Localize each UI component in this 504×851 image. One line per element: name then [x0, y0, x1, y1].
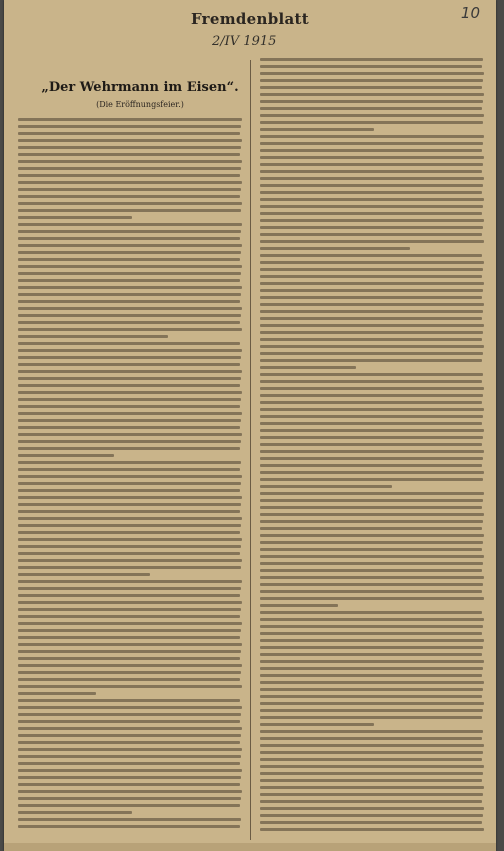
text-line-placeholder [18, 538, 242, 541]
text-line-placeholder [18, 209, 241, 212]
text-line-placeholder [18, 657, 240, 660]
text-line-placeholder [18, 818, 241, 821]
text-line-placeholder [260, 485, 392, 488]
text-line-placeholder [260, 457, 483, 460]
text-line-placeholder [18, 727, 242, 730]
text-line-placeholder [260, 100, 483, 103]
text-line-placeholder [260, 212, 482, 215]
text-line-placeholder [260, 198, 484, 201]
text-line-placeholder [260, 338, 482, 341]
text-line-placeholder [260, 345, 484, 348]
text-line-placeholder [18, 251, 241, 254]
text-line-placeholder [260, 541, 483, 544]
text-line-placeholder [18, 741, 240, 744]
text-line-placeholder [260, 814, 483, 817]
text-line-placeholder [18, 517, 242, 520]
text-line-placeholder [260, 65, 482, 68]
text-line-placeholder [18, 461, 241, 464]
text-line-placeholder [18, 769, 242, 772]
text-line-placeholder [18, 678, 240, 681]
text-line-placeholder [260, 779, 482, 782]
text-line-placeholder [260, 296, 482, 299]
page-number: 10 [460, 4, 480, 22]
text-line-placeholder [18, 244, 242, 247]
text-line-placeholder [260, 653, 482, 656]
text-line-placeholder [18, 447, 240, 450]
text-line-placeholder [18, 566, 241, 569]
text-line-placeholder [260, 786, 484, 789]
text-line-placeholder [260, 800, 482, 803]
text-line-placeholder [260, 422, 482, 425]
text-line-placeholder [260, 618, 484, 621]
text-line-placeholder [260, 93, 484, 96]
text-line-placeholder [18, 412, 242, 415]
text-line-placeholder [18, 489, 240, 492]
text-line-placeholder [260, 625, 483, 628]
text-line-placeholder [260, 121, 483, 124]
text-line-placeholder [18, 629, 241, 632]
text-line-placeholder [18, 636, 240, 639]
text-line-placeholder [18, 699, 240, 702]
text-line-placeholder [18, 762, 240, 765]
text-line-placeholder [260, 590, 482, 593]
text-line-placeholder [18, 664, 242, 667]
text-line-placeholder [260, 240, 484, 243]
text-line-placeholder [260, 219, 484, 222]
text-line-placeholder [18, 440, 241, 443]
text-line-placeholder [18, 293, 241, 296]
text-line-placeholder [18, 433, 242, 436]
text-line-placeholder [18, 370, 242, 373]
text-line-placeholder [260, 163, 483, 166]
text-line-placeholder [260, 534, 484, 537]
text-line-placeholder [260, 499, 483, 502]
text-line-placeholder [18, 825, 240, 828]
text-line-placeholder [18, 531, 240, 534]
text-line-placeholder [18, 643, 242, 646]
text-line-placeholder [260, 58, 483, 61]
text-line-placeholder [260, 226, 483, 229]
text-line-placeholder [260, 205, 483, 208]
text-line-placeholder [260, 555, 484, 558]
text-line-placeholder [260, 275, 482, 278]
text-line-placeholder [18, 587, 241, 590]
text-line-placeholder [18, 300, 240, 303]
text-line-placeholder [260, 191, 482, 194]
text-line-placeholder [260, 408, 484, 411]
text-line-placeholder [260, 387, 484, 390]
text-line-placeholder [18, 475, 242, 478]
text-line-placeholder [260, 114, 484, 117]
text-line-placeholder [18, 174, 240, 177]
text-line-placeholder [18, 685, 242, 688]
text-line-placeholder [18, 321, 240, 324]
text-line-placeholder [18, 202, 242, 205]
text-line-placeholder [18, 216, 132, 219]
text-line-placeholder [260, 597, 484, 600]
text-line-placeholder [18, 454, 114, 457]
text-line-placeholder [18, 783, 240, 786]
text-line-placeholder [260, 737, 482, 740]
text-line-placeholder [260, 86, 482, 89]
text-line-placeholder [260, 415, 483, 418]
handwritten-date: 2/IV 1915 [212, 34, 277, 49]
text-line-placeholder [260, 156, 484, 159]
text-line-placeholder [260, 569, 482, 572]
text-line-placeholder [260, 639, 484, 642]
text-line-placeholder [260, 821, 482, 824]
text-line-placeholder [260, 310, 483, 313]
text-line-placeholder [18, 265, 242, 268]
text-line-placeholder [18, 426, 240, 429]
text-line-placeholder [260, 233, 482, 236]
text-line-placeholder [260, 751, 483, 754]
text-line-placeholder [260, 611, 482, 614]
text-line-placeholder [260, 527, 482, 530]
text-line-placeholder [260, 513, 484, 516]
text-line-placeholder [260, 394, 483, 397]
text-line-placeholder [18, 790, 242, 793]
text-line-placeholder [18, 524, 241, 527]
text-line-placeholder [18, 167, 241, 170]
text-line-placeholder [260, 352, 483, 355]
text-line-placeholder [260, 450, 484, 453]
text-line-placeholder [18, 286, 242, 289]
text-line-placeholder [18, 356, 241, 359]
text-line-placeholder [18, 125, 241, 128]
text-line-placeholder [260, 793, 483, 796]
text-line-placeholder [260, 730, 483, 733]
text-line-placeholder [18, 594, 240, 597]
text-line-placeholder [260, 282, 484, 285]
text-line-placeholder [260, 646, 483, 649]
text-line-placeholder [260, 429, 484, 432]
text-line-placeholder [18, 223, 242, 226]
text-line-placeholder [18, 650, 241, 653]
text-line-placeholder [260, 695, 482, 698]
text-line-placeholder [18, 272, 241, 275]
text-line-placeholder [260, 107, 482, 110]
text-line-placeholder [260, 135, 484, 138]
text-line-placeholder [260, 184, 483, 187]
text-line-placeholder [260, 681, 484, 684]
text-line-placeholder [18, 552, 240, 555]
text-line-placeholder [260, 254, 482, 257]
text-line-placeholder [18, 188, 241, 191]
text-line-placeholder [260, 331, 483, 334]
text-line-placeholder [18, 706, 242, 709]
text-line-placeholder [18, 279, 240, 282]
text-line-placeholder [260, 576, 484, 579]
text-line-placeholder [18, 146, 241, 149]
text-line-placeholder [260, 632, 482, 635]
text-line-placeholder [18, 349, 242, 352]
text-line-placeholder [260, 72, 484, 75]
text-line-placeholder [18, 118, 242, 121]
text-line-placeholder [18, 776, 241, 779]
text-line-placeholder [260, 723, 374, 726]
text-line-placeholder [260, 317, 482, 320]
text-line-placeholder [260, 128, 374, 131]
text-line-placeholder [260, 520, 483, 523]
text-line-placeholder [260, 170, 482, 173]
text-line-placeholder [18, 580, 242, 583]
text-line-placeholder [18, 804, 240, 807]
text-line-placeholder [260, 177, 484, 180]
text-line-placeholder [18, 419, 241, 422]
text-line-placeholder [18, 335, 168, 338]
text-line-placeholder [18, 384, 240, 387]
text-line-placeholder [18, 545, 241, 548]
text-line-placeholder [260, 289, 483, 292]
text-line-placeholder [260, 303, 484, 306]
text-line-placeholder [18, 258, 240, 261]
text-line-placeholder [260, 478, 483, 481]
text-line-placeholder [260, 562, 483, 565]
text-line-placeholder [18, 748, 242, 751]
newspaper-clipping [4, 0, 496, 851]
text-line-placeholder [18, 720, 240, 723]
text-line-placeholder [260, 436, 483, 439]
text-line-placeholder [18, 573, 150, 576]
text-line-placeholder [18, 398, 241, 401]
text-line-placeholder [260, 443, 482, 446]
text-line-placeholder [260, 758, 482, 761]
text-line-placeholder [260, 772, 483, 775]
text-line-placeholder [260, 548, 482, 551]
text-line-placeholder [18, 713, 241, 716]
text-line-placeholder [18, 328, 242, 331]
text-line-placeholder [18, 692, 96, 695]
text-line-placeholder [260, 359, 482, 362]
column-divider [250, 60, 251, 840]
text-line-placeholder [260, 702, 484, 705]
text-line-placeholder [260, 709, 483, 712]
text-line-placeholder [18, 510, 240, 513]
text-line-placeholder [260, 401, 482, 404]
text-line-placeholder [18, 307, 242, 310]
text-line-placeholder [18, 342, 240, 345]
text-line-placeholder [260, 380, 482, 383]
text-line-placeholder [18, 496, 242, 499]
text-line-placeholder [260, 660, 484, 663]
text-line-placeholder [18, 139, 242, 142]
text-line-placeholder [260, 744, 484, 747]
text-line-placeholder [18, 132, 240, 135]
text-line-placeholder [260, 149, 482, 152]
text-line-placeholder [18, 734, 241, 737]
text-line-placeholder [260, 268, 483, 271]
text-line-placeholder [18, 405, 240, 408]
text-line-placeholder [260, 828, 484, 831]
text-line-placeholder [18, 237, 240, 240]
text-line-placeholder [260, 247, 410, 250]
text-line-placeholder [18, 195, 240, 198]
text-line-placeholder [18, 314, 241, 317]
text-line-placeholder [18, 391, 242, 394]
text-line-placeholder [260, 366, 356, 369]
text-line-placeholder [18, 615, 240, 618]
text-line-placeholder [18, 482, 241, 485]
text-line-placeholder [260, 716, 482, 719]
text-line-placeholder [260, 471, 484, 474]
text-line-placeholder [18, 230, 241, 233]
text-line-placeholder [260, 604, 338, 607]
text-line-placeholder [260, 506, 482, 509]
text-line-placeholder [18, 363, 240, 366]
text-line-placeholder [260, 688, 483, 691]
text-line-placeholder [260, 667, 483, 670]
article-heading: „Der Wehrmann im Eisen“. [41, 80, 239, 95]
text-line-placeholder [18, 181, 242, 184]
text-line-placeholder [260, 807, 484, 810]
text-line-placeholder [260, 583, 483, 586]
text-line-placeholder [18, 377, 241, 380]
text-line-placeholder [18, 671, 241, 674]
text-line-placeholder [260, 373, 483, 376]
text-line-placeholder [260, 464, 482, 467]
text-line-placeholder [18, 503, 241, 506]
text-line-placeholder [260, 79, 483, 82]
text-line-placeholder [18, 601, 242, 604]
paper-edge [4, 843, 496, 851]
text-line-placeholder [18, 160, 242, 163]
article-subheading: (Die Eröffnungsfeier.) [96, 100, 184, 109]
text-line-placeholder [18, 811, 132, 814]
text-line-placeholder [260, 261, 484, 264]
text-line-placeholder [18, 797, 241, 800]
masthead: Fremdenblatt [190, 10, 309, 28]
text-line-placeholder [260, 765, 484, 768]
text-line-placeholder [18, 755, 241, 758]
text-line-placeholder [18, 622, 242, 625]
text-line-placeholder [18, 608, 241, 611]
text-line-placeholder [260, 142, 483, 145]
text-line-placeholder [260, 674, 482, 677]
text-line-placeholder [18, 559, 242, 562]
text-line-placeholder [18, 468, 240, 471]
text-line-placeholder [260, 324, 484, 327]
text-line-placeholder [18, 153, 240, 156]
text-line-placeholder [260, 492, 484, 495]
